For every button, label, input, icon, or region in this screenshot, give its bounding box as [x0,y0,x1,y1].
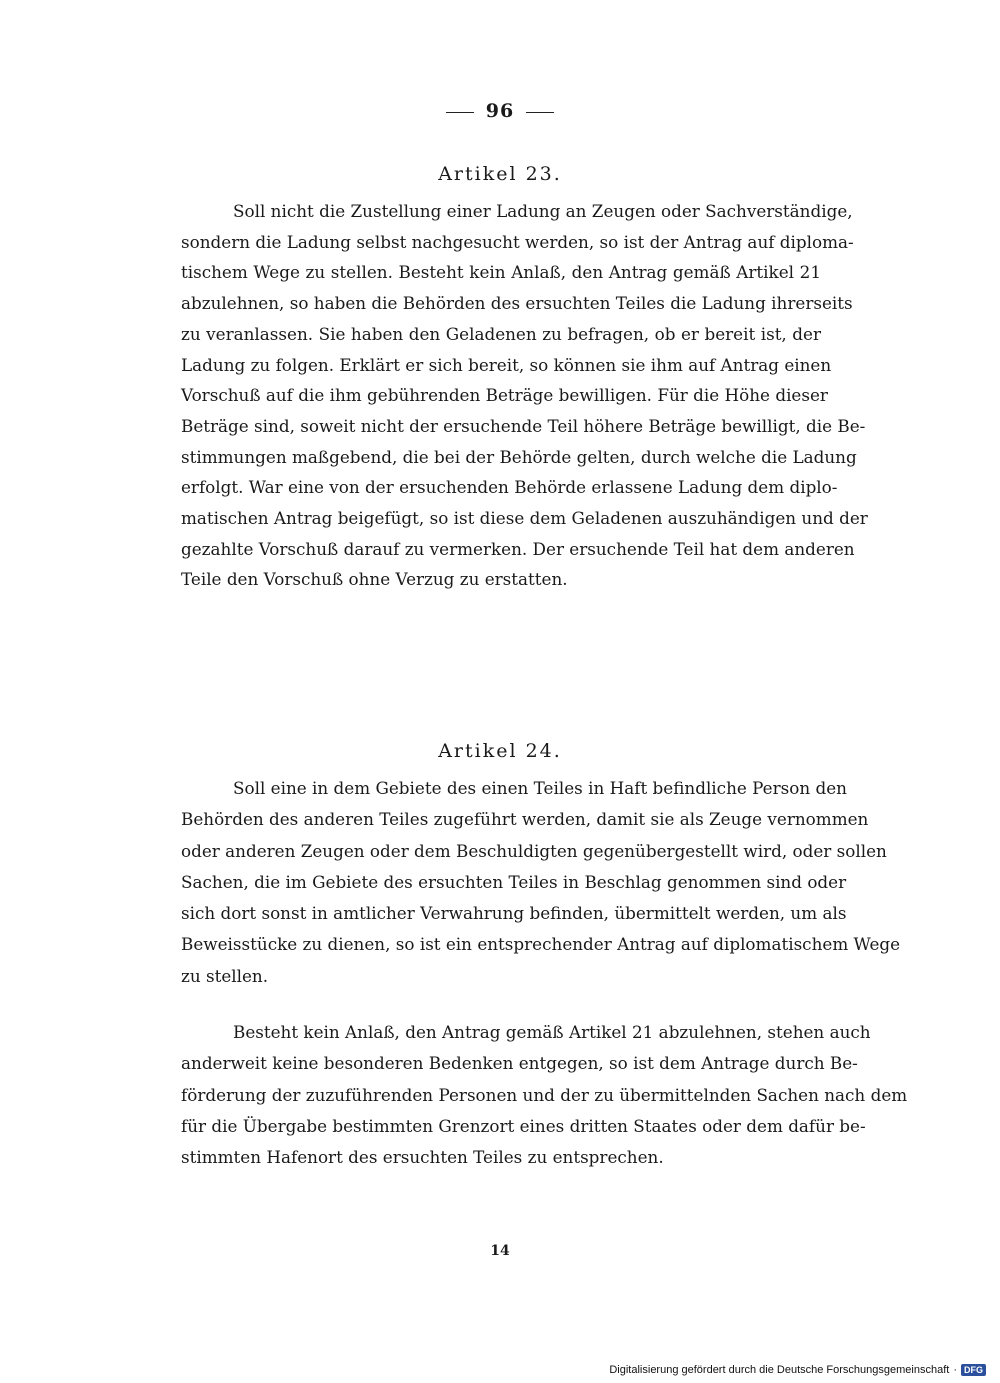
article-23-paragraph [181,196,868,595]
article-23-heading: Artikel 23. [438,163,562,185]
text-line: Soll nicht die Zustellung einer Ladung an Zeugen oder Sachverständige, [233,201,853,221]
text-line: zu stellen. [181,965,269,986]
text-line: Ladung zu folgen. Erklärt er sich bereit, so können sie ihm auf Antrag einen [181,354,832,375]
text-line: förderung der zuzuführenden Personen und der zu übermittelnden Sachen nach dem [181,1084,908,1105]
text-line: sondern die Ladung selbst nachgesucht werden, so ist der Antrag auf diploma- [181,231,854,252]
digitization-credit: Digitalisierung gefördert durch die Deutsche Forschungsgemeinschaft · DFG [609,1364,986,1376]
text-line: sich dort sonst in amtlicher Verwahrung befinden, übermittelt werden, um als [181,903,847,924]
text-line: erfolgt. War eine von der ersuchenden Behörde erlassene Ladung dem diplo- [181,477,838,498]
page-number-header [0,100,1000,122]
text-line: stimmten Hafenort des ersuchten Teiles zu entsprechen. [181,1147,664,1168]
text-line: Beträge sind, soweit nicht der ersuchende Teil höhere Beträge bewilligt, die Be- [181,415,866,436]
text-line: für die Übergabe bestimmten Grenzort eines dritten Staates oder dem dafür be- [181,1115,866,1136]
text-line: oder anderen Zeugen oder dem Beschuldigten gegenübergestellt wird, oder sollen [181,840,887,861]
sheet-number: 14 [490,1243,510,1259]
article-24-paragraph-2 [181,1017,908,1173]
text-line: gezahlte Vorschuß darauf zu vermerken. Der ersuchende Teil hat dem anderen [181,538,855,559]
text-line: Beweisstücke zu dienen, so ist ein entsprechender Antrag auf diplomatischem Wege [181,934,901,955]
article-24-heading: Artikel 24. [438,740,562,762]
credit-text: Digitalisierung gefördert durch die Deutsche Forschungsgemeinschaft [609,1364,950,1376]
article-24-paragraph-1 [181,773,901,992]
text-line: Soll eine in dem Gebiete des einen Teiles in Haft befindliche Person den [233,778,847,798]
text-line: zu veranlassen. Sie haben den Geladenen zu befragen, ob er bereit ist, der [181,323,821,344]
text-line: Vorschuß auf die ihm gebührenden Beträge bewilligen. Für die Höhe dieser [181,385,828,406]
left-dash [446,112,474,113]
text-line: matischen Antrag beigefügt, so ist diese dem Geladenen auszuhändigen und der [181,508,868,529]
text-line: Besteht kein Anlaß, den Antrag gemäß Artikel 21 abzulehnen, stehen auch [233,1022,871,1042]
right-dash [526,112,554,113]
text-line: abzulehnen, so haben die Behörden des ersuchten Teiles die Ladung ihrerseits [181,293,853,314]
text-line: anderweit keine besonderen Bedenken entgegen, so ist dem Antrage durch Be- [181,1053,858,1074]
text-line: Teile den Vorschuß ohne Verzug zu erstatten. [181,569,568,590]
page-number: 96 [485,100,515,122]
text-line: Behörden des anderen Teiles zugeführt werden, damit sie als Zeuge vernommen [181,809,869,830]
text-line: Sachen, die im Gebiete des ersuchten Teiles in Beschlag genommen sind oder [181,871,847,892]
dfg-logo: DFG [961,1364,986,1376]
text-line: tischem Wege zu stellen. Besteht kein Anlaß, den Antrag gemäß Artikel 21 [181,262,821,283]
text-line: stimmungen maßgebend, die bei der Behörde gelten, durch welche die Ladung [181,446,857,467]
